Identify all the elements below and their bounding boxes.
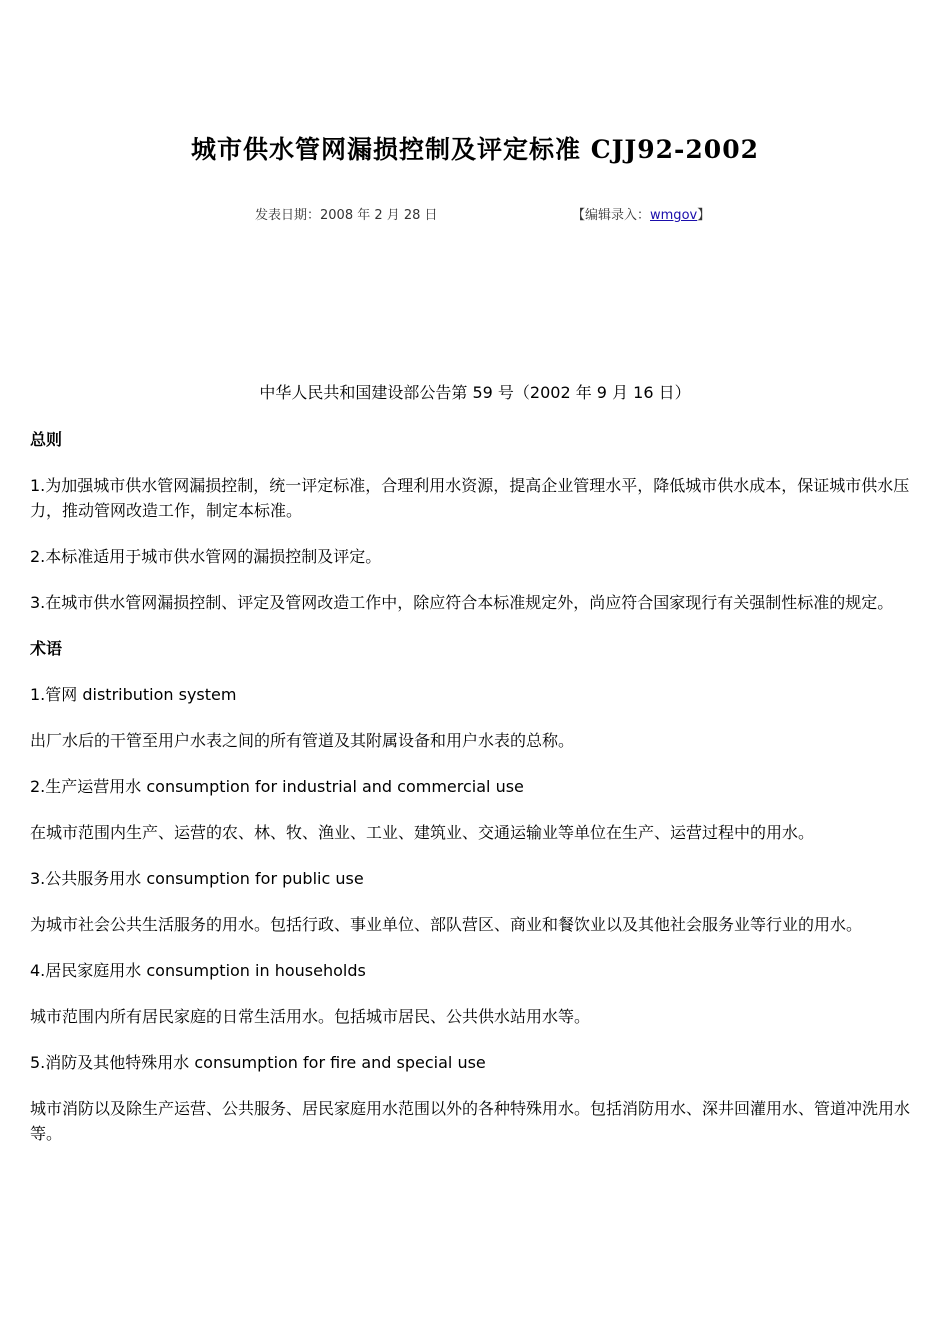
term-title: 3.公共服务用水 consumption for public use xyxy=(30,869,364,888)
general-item: 1.为加强城市供水管网漏损控制，统一评定标准，合理利用水资源，提高企业管理水平，降低城市供水成本，保证城市供水压力，推动管网改造工作，制定本标准。 xyxy=(30,476,910,520)
term-definition: 城市消防以及除生产运营、公共服务、居民家庭用水范围以外的各种特殊用水。包括消防用水、深井回灌用水、管道冲洗用水等。 xyxy=(30,1099,911,1143)
editor-info xyxy=(572,204,710,223)
publish-date: 发表日期：2008 年 2 月 28 日 xyxy=(255,208,438,223)
announcement-line: 中华人民共和国建设部公告第 59 号（2002 年 9 月 16 日） xyxy=(259,383,691,402)
editor-prefix: 【编辑录入： xyxy=(572,208,651,223)
term-definition: 城市范围内所有居民家庭的日常生活用水。包括城市居民、公共供水站用水等。 xyxy=(30,1007,591,1026)
editor-suffix: 】 xyxy=(697,208,711,223)
term-definition: 出厂水后的干管至用户水表之间的所有管道及其附属设备和用户水表的总称。 xyxy=(30,731,575,750)
term-title: 2.生产运营用水 consumption for industrial and commercial use xyxy=(30,777,524,796)
general-item: 3.在城市供水管网漏损控制、评定及管网改造工作中，除应符合本标准规定外，尚应符合国家现行有关强制性标准的规定。 xyxy=(30,593,894,612)
term-definition: 在城市范围内生产、运营的农、林、牧、渔业、工业、建筑业、交通运输业等单位在生产、运营过程中的用水。 xyxy=(30,823,815,842)
document-title: 城市供水管网漏损控制及评定标准 CJJ92-2002 xyxy=(190,135,759,164)
section-heading-terms: 术语 xyxy=(30,639,63,658)
term-title: 4.居民家庭用水 consumption in households xyxy=(30,961,366,980)
term-definition: 为城市社会公共生活服务的用水。包括行政、事业单位、部队营区、商业和餐饮业以及其他社会服务业等行业的用水。 xyxy=(30,915,863,934)
editor-link[interactable]: wmgov xyxy=(650,208,698,223)
term-title: 1.管网 distribution system xyxy=(30,685,237,704)
general-item: 2.本标准适用于城市供水管网的漏损控制及评定。 xyxy=(30,547,382,566)
term-title: 5.消防及其他特殊用水 consumption for fire and special use xyxy=(30,1053,486,1072)
document-body xyxy=(30,427,925,1167)
section-heading-general: 总则 xyxy=(30,430,63,449)
